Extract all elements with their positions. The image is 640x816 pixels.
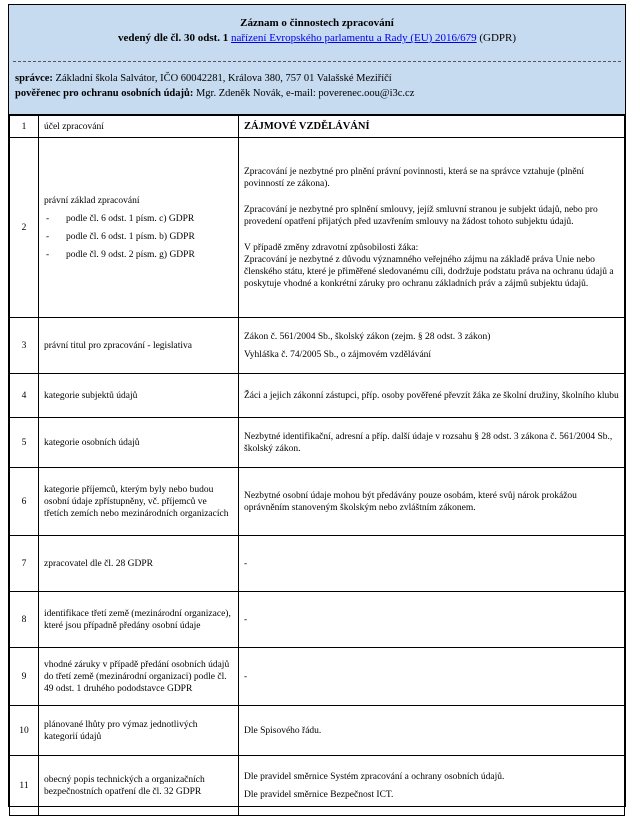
row-value [239, 318, 625, 374]
paragraph: Dle pravidel směrnice Systém zpracování a ochrany osobních údajů. [244, 771, 505, 782]
subtitle-suffix: (GDPR) [479, 32, 517, 44]
dpo-value: Mgr. Zdeněk Novák, e-mail: poverenec.oou@i3c.cz [195, 88, 415, 99]
row-label: obecný popis technických a organizačních bezpečnostních opatření dle čl. 32 GDPR [39, 756, 239, 816]
row-value [239, 756, 625, 816]
document-header [9, 5, 625, 115]
row-label: kategorie příjemců, kterým byly nebo budou osobní údaje zpřístupněny, vč. příjemců ve třetích zemích nebo mezinárodních organizacích [39, 468, 239, 536]
row-number: 11 [10, 756, 39, 816]
table-row [10, 318, 625, 374]
gdpr-regulation-link[interactable]: nařízení Evropského parlamentu a Rady (EU) 2016/679 [231, 32, 477, 44]
row-value: Nezbytné osobní údaje mohou být předávány pouze osobám, které svůj nárok prokážou oprávněním stanoveným školským nebo zvláštním zákonem. [239, 468, 625, 536]
table-row [10, 536, 625, 592]
row-label: zpracovatel dle čl. 28 GDPR [39, 536, 239, 592]
paragraph: Zpracování je nezbytné z důvodu významného veřejného zájmu na základě práva Unie nebo členského státu, které je přiměřené sledovanému cíli, dodržuje podstatu práva na ochranu údajů a poskytuje vhodné a konkrétní záruky pro ochranu základních práv a zájmů subjektu údajů. [244, 254, 614, 289]
subtitle-prefix: vedený dle čl. 30 odst. 1 [117, 32, 229, 44]
row-label: kategorie osobních údajů [39, 418, 239, 468]
table-row [10, 138, 625, 318]
list-item: - podle čl. 9 odst. 2 písm. g) GDPR [46, 249, 195, 260]
row-value: Nezbytné identifikační, adresní a příp. další údaje v rozsahu § 28 odst. 3 zákona č. 561/2004 Sb., školský zákon. [239, 418, 625, 468]
controller-line [15, 73, 392, 84]
row-label: účel zpracování [39, 116, 239, 138]
row-label: vhodné záruky v případě předání osobních údajů do třetí země (mezinárodní organizaci) podle čl. 49 odst. 1 druhého pododstavce GDPR [39, 648, 239, 706]
controller-label: správce: [15, 73, 53, 84]
paragraph: Zákon č. 561/2004 Sb., školský zákon (zejm. § 28 odst. 3 zákon) [244, 331, 491, 342]
row-label: plánované lhůty pro výmaz jednotlivých kategorií údajů [39, 706, 239, 756]
table-row [10, 706, 625, 756]
paragraph: Dle pravidel směrnice Bezpečnost ICT. [244, 789, 394, 800]
row-number: 2 [10, 138, 39, 318]
row-number: 4 [10, 374, 39, 418]
row-number: 6 [10, 468, 39, 536]
row-number: 3 [10, 318, 39, 374]
table-row [10, 468, 625, 536]
legal-basis-heading: právní základ zpracování [44, 195, 140, 206]
row-label: identifikace třetí země (mezinárodní organizace), které jsou případně předány osobní údaje [39, 592, 239, 648]
row-number: 7 [10, 536, 39, 592]
row-number: 5 [10, 418, 39, 468]
document-title: Záznam o činnostech zpracování [240, 17, 394, 29]
row-number: 1 [10, 116, 39, 138]
table-row [10, 418, 625, 468]
row-value: - [239, 648, 625, 706]
row-value: ZÁJMOVÉ VZDĚLÁVÁNÍ [239, 116, 625, 138]
dpo-line [15, 88, 414, 99]
row-label: právní titul pro zpracování - legislativa [39, 318, 239, 374]
paragraph: Zpracování je nezbytné pro splnění smlouvy, jejíž smluvní stranou je subjekt údajů, nebo pro provedení opatření přijatých před uzavřením smlouvy na žádost tohoto subjektu údajů. [244, 204, 598, 227]
document-subtitle [9, 32, 625, 44]
table-row [10, 756, 625, 816]
row-value: - [239, 536, 625, 592]
paragraph: V případě změny zdravotní způsobilosti žáka: [244, 242, 419, 253]
row-value [239, 138, 625, 318]
list-item: - podle čl. 6 odst. 1 písm. b) GDPR [46, 231, 195, 242]
paragraph: Zpracování je nezbytné pro plnění právní povinnosti, která se na správce vztahuje (plnění povinností ze zákona). [244, 166, 585, 189]
row-value: Dle Spisového řádu. [239, 706, 625, 756]
table-row [10, 648, 625, 706]
row-label [39, 138, 239, 318]
dpo-label: pověřenec pro ochranu osobních údajů: [15, 88, 194, 99]
row-label: kategorie subjektů údajů [39, 374, 239, 418]
table-row [10, 116, 625, 138]
controller-value: Základní škola Salvátor, IČO 60042281, Králova 380, 757 01 Valašské Meziříčí [55, 73, 392, 84]
processing-record-table [9, 115, 625, 816]
row-value: Žáci a jejich zákonní zástupci, příp. osoby pověřené převzít žáka ze školní družiny, školního klubu [239, 374, 625, 418]
table-row [10, 592, 625, 648]
row-number: 8 [10, 592, 39, 648]
row-number: 10 [10, 706, 39, 756]
table-row [10, 374, 625, 418]
header-divider [13, 61, 621, 62]
row-value: - [239, 592, 625, 648]
row-number: 9 [10, 648, 39, 706]
paragraph: Vyhláška č. 74/2005 Sb., o zájmovém vzdělávání [244, 349, 432, 360]
record-document [8, 4, 626, 807]
list-item: - podle čl. 6 odst. 1 písm. c) GDPR [46, 213, 195, 224]
